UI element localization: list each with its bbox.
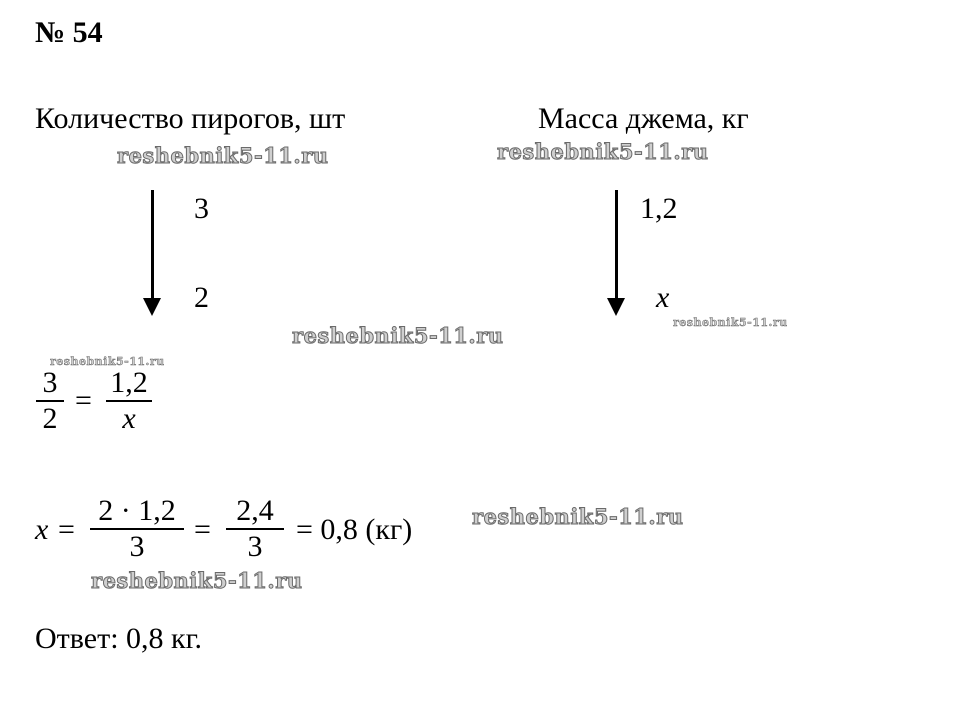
left-down-arrow-icon [151,190,154,300]
solution-equals-1: = [58,513,75,546]
right-value-bottom: x [656,281,670,314]
watermark: reshebnik5-11.ru [50,355,165,368]
left-column-header: Количество пирогов, шт [35,102,346,135]
watermark: reshebnik5-11.ru [673,316,788,329]
solution-fraction-2-numerator: 2,4 [236,494,274,527]
left-value-top: 3 [194,192,209,225]
solution-variable: x [35,513,49,546]
solution-fraction-2 [226,494,284,564]
proportion-right-fraction [106,366,152,436]
right-column-header: Масса джема, кг [538,102,749,135]
watermark: reshebnik5-11.ru [117,143,329,168]
solution-fraction-1-denominator: 3 [129,530,145,563]
solution-result: = 0,8 (кг) [296,513,413,546]
watermark: reshebnik5-11.ru [497,139,709,164]
proportion-left-fraction [36,366,64,436]
proportion-equals: = [75,384,92,417]
proportion-left-numerator: 3 [42,366,58,399]
problem-number: № 54 [35,16,103,49]
right-value-top: 1,2 [640,192,678,225]
solution-equals-2: = [194,513,211,546]
solution-fraction-1 [90,494,184,564]
proportion-left-denominator: 2 [42,402,58,435]
solution-fraction-1-numerator: 2 · 1,2 [98,494,176,527]
answer-text: Ответ: 0,8 кг. [35,622,203,655]
proportion-right-numerator: 1,2 [110,366,148,399]
watermark: reshebnik5-11.ru [472,504,684,529]
watermark: reshebnik5-11.ru [292,323,504,348]
left-value-bottom: 2 [194,281,209,314]
right-down-arrow-icon [615,190,618,300]
watermark: reshebnik5-11.ru [91,568,303,593]
proportion-right-denominator: x [122,402,136,435]
solution-fraction-2-denominator: 3 [247,530,263,563]
